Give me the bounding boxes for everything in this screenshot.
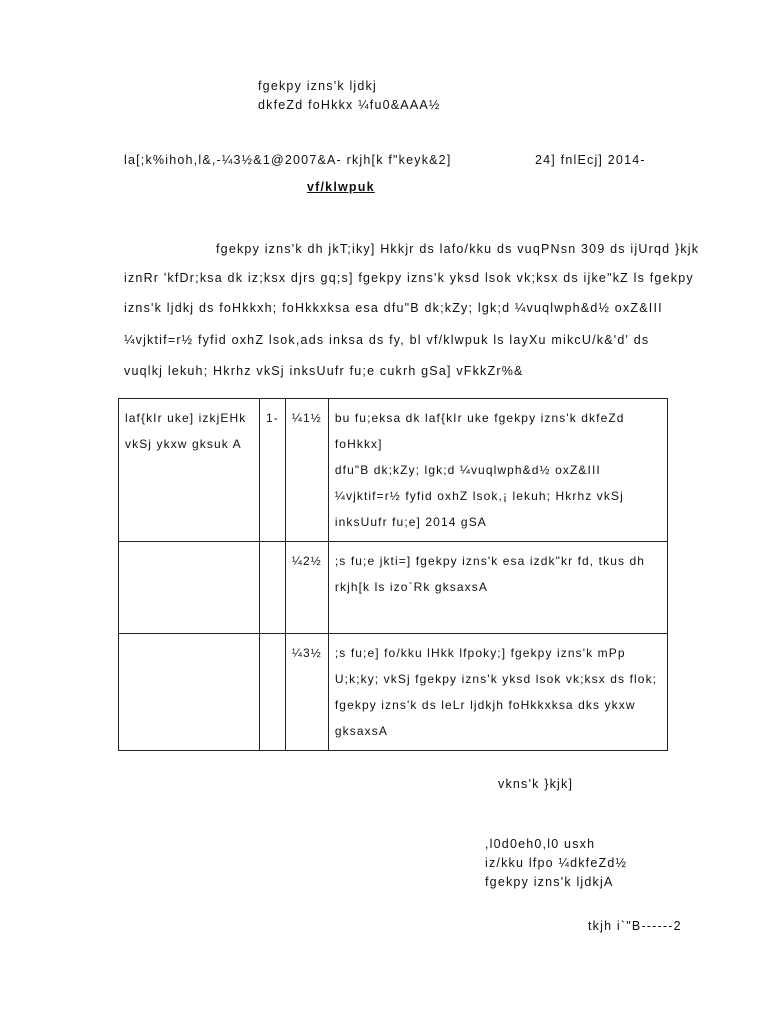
short-title-line: vkSj ykxw gksuk A xyxy=(125,437,242,451)
empty-cell xyxy=(119,634,260,751)
continued-page-footer: tkjh i`"B------2 xyxy=(588,919,682,933)
signatory-office: fgekpy izns'k ljdkjA xyxy=(485,875,614,889)
body-line-4: ¼vjktif=r½ fyfid oxhZ lsok,ads inksa ds fy, bl vf/klwpuk ls layXu mikcU/k&'d' ds xyxy=(124,333,650,347)
body-line-5: vuqlkj lekuh; Hkrhz vkSj inksUufr fu;e cukrh gSa] vFkkZr%& xyxy=(124,364,524,378)
text-line: ;s fu;e] fo/kku lHkk lfpoky;] fgekpy izns'k mPp xyxy=(334,646,626,660)
reference-number: la[;k%ihoh,l&,-¼3½&1@2007&A- rkjh[k f"keyk&2] xyxy=(124,153,452,167)
reference-date: 24] fnlEcj] 2014- xyxy=(535,153,646,167)
sub-rule-text xyxy=(328,399,667,542)
sub-rule-number: ¼2½ xyxy=(285,542,328,634)
header-line-2: dkfeZd foHkkx ¼fu0&AAA½ xyxy=(258,98,441,112)
closing-by-order: vkns'k }kjk] xyxy=(498,777,574,791)
rules-table xyxy=(118,398,668,751)
short-title-line: laf{kIr uke] izkjEHk xyxy=(125,411,247,425)
text-line: U;k;ky; vkSj fgekpy izns'k yksd lsok vk;ksx ds flok; xyxy=(334,672,658,686)
header-line-1: fgekpy izns'k ljdkj xyxy=(258,79,377,93)
sub-rule-text xyxy=(328,542,667,634)
table-row xyxy=(119,542,668,634)
sub-rule-number: ¼3½ xyxy=(285,634,328,751)
notification-title: vf/klwpuk xyxy=(307,180,375,194)
text-line: ¼vjktif=r½ fyfid oxhZ lsok,¡ lekuh; Hkrhz vkSj xyxy=(334,489,624,503)
sub-rule-text xyxy=(328,634,667,751)
text-line: ;s fu;e jkti=] fgekpy izns'k esa izdk"kr fd, tkus dh xyxy=(334,554,646,568)
rule-number: 1- xyxy=(260,399,286,542)
text-line: rkjh[k ls izo`Rk gksaxsA xyxy=(334,580,488,594)
sub-rule-number: ¼1½ xyxy=(285,399,328,542)
text-line: fgekpy izns'k ds leLr ljdkjh foHkkxksa dks ykxw gksaxsA xyxy=(334,698,636,738)
signatory-name: ,l0d0eh0,l0 usxh xyxy=(485,837,596,851)
empty-cell xyxy=(119,542,260,634)
signatory-designation: iz/kku lfpo ¼dkfeZd½ xyxy=(485,856,628,870)
table-row xyxy=(119,634,668,751)
table-row xyxy=(119,399,668,542)
short-title-cell xyxy=(119,399,260,542)
empty-cell xyxy=(260,542,286,634)
empty-cell xyxy=(260,634,286,751)
body-line-1: fgekpy izns'k dh jkT;iky] Hkkjr ds lafo/kku ds vuqPNsn 309 ds ijUrqd }kjk xyxy=(216,242,700,256)
text-line: bu fu;eksa dk laf{kIr uke fgekpy izns'k dkfeZd foHkkx] xyxy=(334,411,625,451)
text-line: inksUufr fu;e] 2014 gSA xyxy=(334,515,487,529)
body-line-3: izns'k ljdkj ds foHkkxh; foHkkxksa esa dfu"B dk;kZy; lgk;d ¼vuqlwph&d½ oxZ&III xyxy=(124,301,663,315)
text-line: dfu"B dk;kZy; lgk;d ¼vuqlwph&d½ oxZ&III xyxy=(334,463,601,477)
body-line-2: iznRr 'kfDr;ksa dk iz;ksx djrs gq;s] fgekpy izns'k yksd lsok vk;ksx ds ijke"kZ ls fgekpy xyxy=(124,271,694,285)
